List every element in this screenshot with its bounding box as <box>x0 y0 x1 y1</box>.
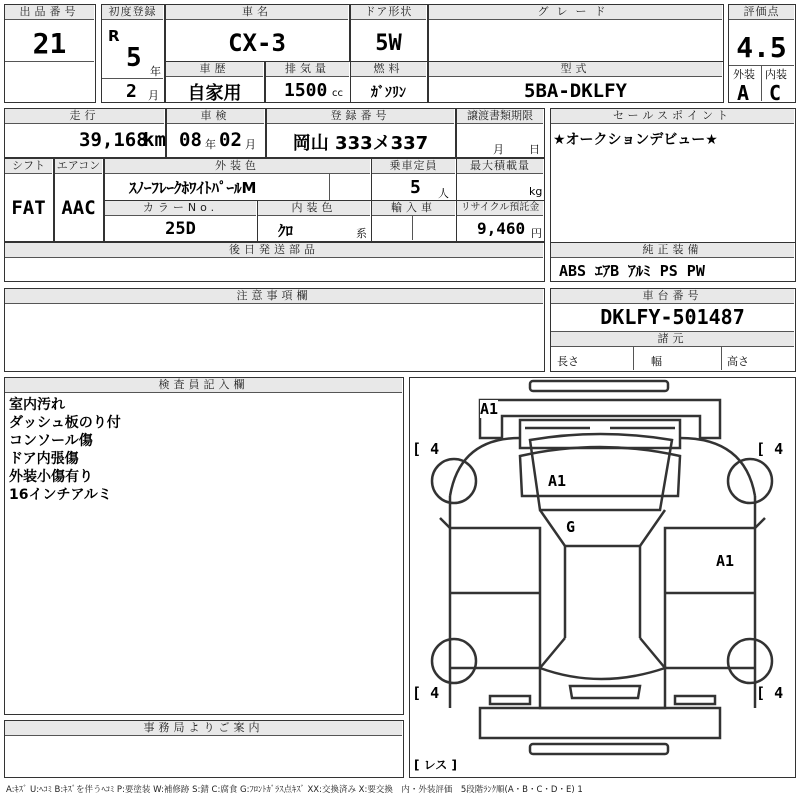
later-parts-label: 後日発送部品 <box>5 243 543 258</box>
interior-color-unit: 系 <box>356 227 367 240</box>
score-ext-value: A <box>737 81 750 105</box>
capacity-label: 乗車定員 <box>372 159 455 174</box>
mileage-box <box>4 108 166 158</box>
model-box <box>428 61 724 103</box>
inspector-note-line: 室内汚れ <box>9 397 65 413</box>
equipment-value: ABS ｴｱB ｱﾙﾐ PS PW <box>559 262 705 280</box>
chassis-box <box>550 288 796 372</box>
model-value: 5BA-DKLFY <box>524 80 627 102</box>
plate-value: 岡山 333メ337 <box>292 133 429 154</box>
score-box <box>728 4 796 103</box>
inspection-month: 02 <box>219 129 242 151</box>
color-no-label: カラーNo. <box>105 201 256 216</box>
mileage-label: 走行 <box>5 109 164 124</box>
score-int-value: C <box>769 81 782 105</box>
capacity-unit: 人 <box>438 187 449 200</box>
inspector-note-line: ダッシュ板のり付 <box>9 415 121 431</box>
damage-mark: A1 <box>480 400 499 418</box>
fuel-value: ｶﾞｿﾘﾝ <box>371 85 406 101</box>
inspection-year-unit: 年 <box>205 138 216 151</box>
tire-front-left: [ 4 <box>412 440 440 458</box>
mileage-unit: km <box>143 129 166 151</box>
first-reg-year-unit: 年 <box>150 65 161 78</box>
later-parts-box <box>4 242 545 282</box>
inspector-box <box>4 377 404 715</box>
door-label: ドア形状 <box>351 5 426 20</box>
plate-box <box>266 108 456 158</box>
notes-box <box>4 288 545 372</box>
displacement-label: 排気量 <box>266 62 349 77</box>
sales-point-label: セールスポイント <box>551 109 794 124</box>
aircon-box <box>54 158 104 242</box>
tire-front-right: [ 4 <box>756 440 784 458</box>
inspector-note-line: 外装小傷有り <box>9 469 93 485</box>
mileage-value: 39,168 <box>79 129 148 151</box>
capacity-value: 5 <box>410 177 421 198</box>
history-label: 車歴 <box>166 62 263 77</box>
displacement-value: 1500 <box>284 80 328 101</box>
car-diagram-svg <box>410 378 794 776</box>
max-load-box <box>456 158 545 202</box>
chassis-value: DKLFY-501487 <box>600 305 745 329</box>
displacement-unit: cc <box>332 88 343 99</box>
first-reg-label: 初度登録 <box>102 5 163 20</box>
score-value: 4.5 <box>736 31 787 64</box>
legend: A:ｷｽﾞ U:ﾍｺﾐ B:ｷｽﾞを伴うﾍｺﾐ P:要塗装 W:補修跡 S:錆 C:腐食 G:ﾌﾛﾝﾄｶﾞﾗｽ点ｷｽﾞ XX:交換済み X:要交換 内・外装評価 5段階ﾗﾝｸ順(A・B・C・D・E) 1 <box>6 785 583 795</box>
shift-box <box>4 158 54 242</box>
lot-box <box>4 4 96 103</box>
import-box <box>371 200 457 242</box>
first-reg-era: R <box>108 27 120 45</box>
inspection-label: 車検 <box>167 109 264 124</box>
door-box <box>350 4 428 64</box>
notes-label: 注意事項欄 <box>5 289 543 304</box>
interior-color-value: ｸﾛ <box>278 222 294 240</box>
displacement-box <box>265 61 351 103</box>
first-reg-month-unit: 月 <box>148 89 159 102</box>
sales-point-value: ★オークションデビュー★ <box>553 132 718 148</box>
inspector-note-line: 16インチアルミ <box>9 487 112 503</box>
lot-label: 出品番号 <box>5 5 94 20</box>
first-reg-box <box>101 4 165 103</box>
lot-value: 21 <box>32 27 67 60</box>
transfer-month-unit: 月 <box>493 143 504 156</box>
car-name-box <box>165 4 350 64</box>
inspection-box <box>166 108 266 158</box>
grade-label: グレード <box>429 5 722 20</box>
recycle-unit: 円 <box>531 227 542 240</box>
specs-height: 高さ <box>727 355 749 368</box>
grade-box <box>428 4 724 64</box>
exterior-color-label: 外装色 <box>105 159 370 174</box>
first-reg-month: 2 <box>126 81 137 102</box>
inspector-notes <box>9 396 121 504</box>
model-label: 型式 <box>429 62 722 77</box>
color-no-value: 25D <box>165 219 196 239</box>
interior-color-box <box>257 200 372 242</box>
score-int-label: 内装 <box>765 68 787 81</box>
specs-width: 幅 <box>651 355 662 368</box>
damage-mark: A1 <box>716 552 735 570</box>
car-name-label: 車名 <box>166 5 348 20</box>
inspector-note-line: ドア内張傷 <box>9 451 79 467</box>
transfer-box <box>456 108 545 158</box>
shift-label: シフト <box>5 159 52 174</box>
score-label: 評価点 <box>729 5 794 20</box>
sales-point-box <box>550 108 796 244</box>
interior-color-label: 内装色 <box>258 201 370 216</box>
fuel-box <box>350 61 428 103</box>
inspection-month-unit: 月 <box>245 138 256 151</box>
car-diagram <box>409 377 796 778</box>
shift-value: FAT <box>11 197 46 219</box>
office-box <box>4 720 404 778</box>
car-name-value: CX-3 <box>228 29 286 57</box>
tire-rear-left: [ 4 <box>412 684 440 702</box>
spare-tire-label: [ レス ] <box>414 758 457 772</box>
aircon-label: エアコン <box>56 159 101 172</box>
specs-length: 長さ <box>557 355 579 368</box>
tire-rear-right: [ 4 <box>756 684 784 702</box>
inspector-note-line: コンソール傷 <box>9 433 93 449</box>
history-box <box>165 61 265 103</box>
exterior-color-value: ｽﾉｰﾌﾚｰｸﾎﾜｲﾄﾊﾟｰﾙM <box>129 179 257 197</box>
color-no-box <box>104 200 258 242</box>
chassis-label: 車台番号 <box>551 289 794 304</box>
aircon-value: AAC <box>61 197 96 219</box>
inspector-label: 検査員記入欄 <box>5 378 402 393</box>
damage-mark: G <box>566 518 576 536</box>
damage-mark: A1 <box>548 472 567 490</box>
first-reg-year: 5 <box>126 43 142 73</box>
inspection-year: 08 <box>179 129 202 151</box>
transfer-day-unit: 日 <box>529 143 540 156</box>
door-value: 5W <box>375 31 402 56</box>
recycle-label: リサイクル預託金 <box>457 201 543 216</box>
equipment-label: 純正装備 <box>551 243 794 258</box>
office-label: 事務局よりご案内 <box>5 721 402 736</box>
fuel-label: 燃料 <box>351 62 426 77</box>
capacity-box <box>371 158 457 202</box>
score-ext-label: 外装 <box>733 68 755 81</box>
recycle-box <box>456 200 545 242</box>
exterior-color-box <box>104 158 372 202</box>
recycle-value: 9,460 <box>477 219 526 238</box>
transfer-label: 譲渡書類期限 <box>457 109 543 124</box>
import-label: 輸入車 <box>372 201 455 216</box>
specs-label: 諸元 <box>551 331 794 347</box>
equipment-box <box>550 242 796 282</box>
max-load-label: 最大積載量 <box>457 159 543 174</box>
plate-label: 登録番号 <box>267 109 454 124</box>
max-load-unit: kg <box>529 185 543 198</box>
history-value: 自家用 <box>187 83 242 104</box>
